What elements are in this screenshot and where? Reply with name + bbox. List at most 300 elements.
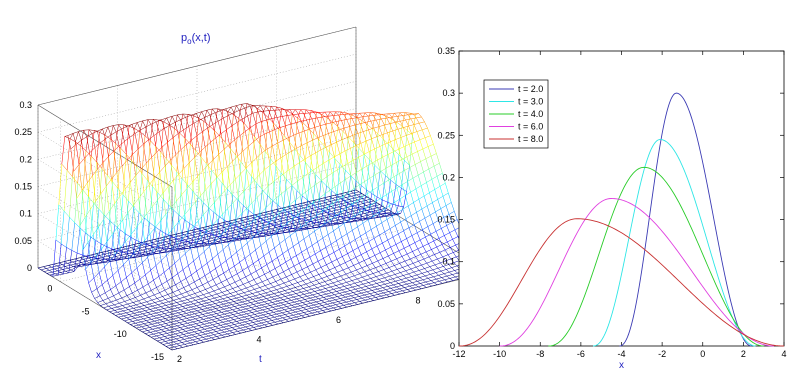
mesh-segment bbox=[412, 132, 417, 134]
mesh-segment bbox=[418, 249, 421, 254]
mesh-segment bbox=[238, 200, 243, 205]
mesh-segment bbox=[126, 313, 129, 315]
mesh-segment bbox=[431, 250, 434, 255]
mesh-segment bbox=[436, 273, 439, 276]
mesh-segment bbox=[362, 293, 365, 295]
mesh-segment bbox=[81, 146, 86, 151]
mesh-segment bbox=[279, 292, 282, 294]
mesh-segment bbox=[221, 306, 226, 307]
mesh-segment bbox=[323, 292, 326, 294]
mesh-segment bbox=[138, 287, 143, 290]
mesh-segment bbox=[353, 287, 356, 289]
mesh-segment bbox=[74, 171, 77, 198]
mesh-segment bbox=[151, 313, 156, 314]
mesh-segment bbox=[403, 128, 406, 136]
mesh-segment bbox=[187, 317, 192, 318]
mesh-segment bbox=[401, 222, 404, 231]
mesh-segment bbox=[245, 106, 250, 108]
mesh-segment bbox=[362, 217, 365, 219]
mesh-segment bbox=[130, 134, 135, 138]
mesh-segment bbox=[188, 328, 191, 330]
mesh-segment bbox=[233, 294, 238, 296]
mesh-segment bbox=[389, 202, 394, 205]
mesh-segment bbox=[188, 322, 193, 323]
mesh-segment bbox=[235, 307, 238, 309]
mesh-segment bbox=[111, 302, 114, 305]
mesh-segment bbox=[329, 255, 332, 262]
mesh-segment bbox=[292, 305, 295, 307]
mesh-segment bbox=[302, 252, 305, 260]
mesh-segment bbox=[189, 333, 192, 335]
mesh-segment bbox=[108, 126, 113, 128]
mesh-segment bbox=[211, 315, 214, 317]
mesh-segment bbox=[211, 178, 216, 184]
mesh-segment bbox=[375, 266, 380, 268]
mesh-segment bbox=[134, 307, 139, 308]
mesh-segment bbox=[147, 207, 152, 214]
mesh-segment bbox=[451, 202, 454, 211]
mesh-segment bbox=[283, 272, 286, 277]
mesh-segment bbox=[399, 170, 404, 173]
mesh-segment bbox=[186, 308, 189, 310]
mesh-segment bbox=[111, 286, 116, 290]
mesh-segment bbox=[277, 210, 280, 212]
mesh-segment bbox=[300, 301, 303, 303]
mesh-segment bbox=[156, 331, 159, 333]
surface-plot bbox=[14, 27, 505, 365]
mesh-segment bbox=[324, 190, 329, 194]
mesh-segment bbox=[206, 296, 211, 298]
mesh-segment bbox=[145, 120, 148, 136]
mesh-segment bbox=[47, 272, 52, 273]
mesh-segment bbox=[425, 122, 428, 128]
mesh-segment bbox=[312, 289, 315, 291]
mesh-segment bbox=[370, 175, 375, 178]
mesh-segment bbox=[116, 129, 121, 132]
mesh-segment bbox=[249, 177, 252, 211]
mesh-segment bbox=[434, 283, 437, 285]
mesh-segment bbox=[359, 261, 364, 264]
mesh-segment bbox=[270, 269, 275, 272]
mesh-segment bbox=[272, 258, 277, 262]
mesh-segment bbox=[269, 232, 272, 234]
mesh-segment bbox=[348, 163, 351, 176]
mesh-segment bbox=[211, 227, 216, 228]
mesh-segment bbox=[309, 311, 312, 313]
mesh-segment bbox=[223, 297, 228, 298]
mesh-segment bbox=[286, 259, 291, 262]
mesh-segment bbox=[182, 325, 185, 327]
mesh-segment bbox=[335, 276, 340, 278]
mesh-segment bbox=[422, 130, 425, 138]
mesh-segment bbox=[288, 135, 293, 137]
mesh-segment bbox=[156, 249, 159, 251]
mesh-segment bbox=[260, 226, 263, 228]
mesh-segment bbox=[199, 252, 204, 257]
mesh-segment bbox=[211, 285, 216, 287]
mesh-segment bbox=[149, 178, 154, 185]
mesh-segment bbox=[149, 136, 154, 140]
mesh-segment bbox=[327, 200, 330, 202]
mesh-segment bbox=[268, 289, 271, 292]
mesh-segment bbox=[450, 278, 453, 280]
mesh-segment bbox=[272, 301, 277, 302]
mesh-segment bbox=[123, 259, 128, 265]
mesh-segment bbox=[265, 274, 268, 279]
mesh-segment bbox=[195, 231, 200, 232]
mesh-segment bbox=[295, 225, 298, 227]
mesh-segment bbox=[185, 303, 188, 305]
mesh-segment bbox=[218, 250, 223, 255]
mesh-segment bbox=[214, 315, 219, 316]
mesh-segment bbox=[263, 186, 268, 192]
mesh-segment bbox=[158, 322, 163, 323]
mesh-segment bbox=[91, 263, 94, 278]
mesh-segment bbox=[288, 217, 291, 219]
mesh-segment bbox=[163, 345, 166, 347]
mesh-segment bbox=[179, 318, 182, 320]
mesh-segment bbox=[383, 293, 386, 295]
mesh-segment bbox=[404, 144, 409, 146]
mesh-segment bbox=[208, 336, 211, 338]
mesh-segment bbox=[201, 190, 206, 196]
mesh-segment bbox=[326, 265, 329, 270]
mesh-segment bbox=[259, 302, 264, 303]
mesh-segment bbox=[388, 144, 393, 150]
mesh-segment bbox=[256, 300, 261, 301]
mesh-segment bbox=[166, 304, 171, 305]
mesh-segment bbox=[230, 195, 233, 223]
mesh-segment bbox=[187, 185, 192, 191]
mesh-segment bbox=[224, 287, 227, 291]
mesh-segment bbox=[359, 210, 362, 212]
mesh-segment bbox=[276, 282, 279, 286]
mesh-segment bbox=[228, 316, 231, 318]
mesh-segment bbox=[383, 259, 386, 264]
mesh-segment bbox=[401, 219, 406, 222]
mesh-segment bbox=[212, 294, 217, 296]
mesh-segment bbox=[59, 205, 64, 211]
mesh-segment bbox=[330, 306, 333, 308]
mesh-segment bbox=[144, 304, 149, 305]
mesh-segment bbox=[49, 270, 52, 272]
mesh-segment bbox=[388, 154, 391, 165]
mesh-segment bbox=[230, 312, 235, 313]
mesh-segment bbox=[289, 166, 294, 170]
mesh-segment bbox=[333, 231, 336, 241]
mesh-segment bbox=[300, 306, 303, 308]
mesh-segment bbox=[149, 321, 154, 322]
mesh-segment bbox=[105, 127, 108, 135]
mesh-segment bbox=[319, 221, 324, 222]
mesh-segment bbox=[276, 309, 279, 311]
mesh-segment bbox=[390, 283, 393, 285]
mesh-segment bbox=[419, 123, 422, 130]
mesh-segment bbox=[389, 292, 392, 294]
mesh-segment bbox=[291, 318, 294, 320]
mesh-segment bbox=[50, 274, 55, 275]
mesh-segment bbox=[209, 298, 214, 300]
mesh-segment bbox=[361, 143, 364, 154]
mesh-segment bbox=[178, 290, 181, 294]
mesh-segment bbox=[264, 252, 269, 256]
mesh-segment bbox=[144, 218, 149, 223]
mesh-segment bbox=[269, 295, 272, 297]
mesh-segment bbox=[369, 130, 372, 139]
mesh-segment bbox=[160, 324, 165, 325]
mesh-segment bbox=[235, 282, 238, 286]
mesh-segment bbox=[224, 308, 229, 309]
mesh-segment bbox=[159, 333, 162, 335]
mesh-segment bbox=[271, 290, 276, 292]
mesh-segment bbox=[270, 282, 275, 284]
mesh-segment bbox=[190, 319, 195, 320]
mesh-segment bbox=[310, 153, 315, 156]
mesh-segment bbox=[181, 282, 184, 288]
mesh-segment bbox=[65, 266, 68, 268]
mesh-segment bbox=[193, 322, 196, 324]
mesh-segment bbox=[357, 279, 360, 282]
mesh-segment bbox=[277, 314, 280, 316]
mesh-segment bbox=[41, 269, 46, 270]
mesh-segment bbox=[154, 280, 157, 287]
mesh-segment bbox=[86, 261, 89, 263]
mesh-segment bbox=[71, 270, 74, 272]
mesh-segment bbox=[160, 166, 165, 172]
mesh-segment bbox=[222, 167, 227, 173]
mesh-segment bbox=[189, 282, 194, 285]
mesh-segment bbox=[172, 332, 175, 334]
mesh-segment bbox=[299, 263, 302, 269]
mesh-segment bbox=[271, 198, 276, 203]
mesh-segment bbox=[208, 231, 211, 233]
mesh-segment bbox=[268, 159, 271, 196]
mesh-segment bbox=[425, 218, 428, 226]
mesh-segment bbox=[419, 196, 424, 199]
mesh-segment bbox=[179, 168, 184, 174]
mesh-segment bbox=[287, 190, 290, 205]
mesh-segment bbox=[175, 285, 178, 290]
mesh-segment bbox=[294, 296, 299, 297]
mesh-segment bbox=[311, 303, 314, 305]
mesh-segment bbox=[74, 253, 77, 272]
mesh-segment bbox=[110, 261, 113, 276]
mesh-segment bbox=[392, 271, 395, 274]
mesh-segment bbox=[381, 119, 384, 125]
mesh-segment bbox=[293, 246, 296, 255]
mesh-segment bbox=[110, 126, 113, 139]
mesh-segment bbox=[216, 265, 221, 269]
mesh-segment bbox=[219, 315, 222, 317]
mesh-segment bbox=[238, 313, 241, 315]
mesh-segment bbox=[76, 140, 81, 144]
mesh-segment bbox=[113, 270, 118, 275]
mesh-segment bbox=[313, 264, 316, 270]
mesh-segment bbox=[130, 176, 135, 183]
mesh-segment bbox=[396, 244, 399, 250]
mesh-segment bbox=[135, 134, 138, 150]
mesh-segment bbox=[224, 327, 227, 329]
mesh-segment bbox=[214, 234, 219, 235]
mesh-segment bbox=[260, 286, 265, 288]
mesh-segment bbox=[346, 302, 349, 304]
mesh-segment bbox=[158, 305, 161, 307]
mesh-segment bbox=[252, 284, 257, 286]
mesh-segment bbox=[294, 302, 297, 304]
mesh-segment bbox=[158, 303, 163, 304]
mesh-segment bbox=[292, 110, 295, 114]
mesh-segment bbox=[317, 286, 322, 288]
mesh-segment bbox=[220, 301, 225, 302]
mesh-segment bbox=[324, 270, 329, 272]
mesh-segment bbox=[198, 314, 203, 315]
mesh-segment bbox=[192, 136, 197, 140]
mesh-segment bbox=[372, 249, 375, 256]
mesh-segment bbox=[137, 314, 142, 315]
mesh-segment bbox=[172, 274, 177, 278]
mesh-segment bbox=[240, 277, 245, 280]
mesh-segment bbox=[151, 331, 156, 332]
mesh-segment bbox=[152, 319, 155, 321]
mesh-segment bbox=[245, 303, 250, 304]
mesh-segment bbox=[249, 180, 254, 186]
mesh-segment bbox=[286, 228, 291, 229]
mesh-segment bbox=[207, 259, 212, 263]
mesh-segment bbox=[198, 316, 201, 318]
mesh-segment bbox=[111, 300, 116, 302]
mesh-segment bbox=[370, 258, 373, 263]
mesh-segment bbox=[405, 170, 408, 181]
mesh-segment bbox=[160, 325, 163, 327]
mesh-segment bbox=[245, 254, 250, 258]
mesh-segment bbox=[162, 315, 167, 316]
mesh-segment bbox=[208, 307, 213, 308]
mesh-segment bbox=[187, 298, 192, 300]
mesh-segment bbox=[179, 299, 182, 301]
mesh-segment bbox=[228, 234, 231, 236]
mesh-segment bbox=[345, 246, 348, 254]
mesh-segment bbox=[257, 282, 262, 284]
mesh-segment bbox=[185, 320, 190, 321]
mesh-segment bbox=[336, 284, 341, 286]
mesh-segment bbox=[152, 300, 155, 303]
mesh-segment bbox=[430, 274, 433, 277]
mesh-segment bbox=[235, 330, 238, 332]
mesh-segment bbox=[210, 328, 213, 330]
mesh-segment bbox=[166, 305, 169, 307]
mesh-segment bbox=[256, 324, 259, 326]
mesh-segment bbox=[272, 261, 275, 268]
mesh-segment bbox=[365, 272, 368, 275]
mesh-segment bbox=[352, 281, 355, 284]
mesh-segment bbox=[102, 256, 107, 257]
mesh-segment bbox=[425, 215, 430, 218]
mesh-segment bbox=[294, 266, 297, 272]
mesh-segment bbox=[186, 278, 189, 285]
mesh-segment bbox=[261, 293, 266, 295]
mesh-segment bbox=[273, 221, 276, 223]
mesh-segment bbox=[172, 326, 177, 327]
mesh-segment bbox=[271, 228, 276, 229]
mesh-segment bbox=[203, 314, 206, 316]
mesh-segment bbox=[233, 333, 236, 335]
mesh-segment bbox=[332, 272, 337, 274]
mesh-segment bbox=[199, 308, 202, 310]
mesh-segment bbox=[115, 315, 118, 317]
mesh-segment bbox=[219, 243, 224, 244]
mesh-segment bbox=[452, 268, 455, 271]
mesh-segment bbox=[216, 307, 221, 308]
mesh-segment bbox=[227, 289, 232, 291]
mesh-segment bbox=[81, 140, 84, 158]
mesh-segment bbox=[376, 297, 379, 299]
mesh-segment bbox=[290, 308, 293, 310]
mesh-segment bbox=[233, 155, 236, 195]
mesh-segment bbox=[389, 114, 392, 118]
mesh-segment bbox=[326, 262, 331, 265]
mesh-segment bbox=[338, 272, 341, 276]
mesh-segment bbox=[195, 294, 198, 297]
mesh-segment bbox=[285, 214, 290, 215]
mesh-segment bbox=[114, 305, 117, 307]
mesh-segment bbox=[200, 313, 203, 315]
mesh-segment bbox=[229, 326, 232, 328]
mesh-segment bbox=[124, 316, 127, 318]
mesh-segment bbox=[370, 299, 373, 301]
mesh-segment bbox=[233, 287, 238, 289]
mesh-segment bbox=[143, 140, 148, 145]
mesh-segment bbox=[348, 268, 351, 272]
mesh-segment bbox=[141, 163, 146, 169]
mesh-segment bbox=[185, 215, 188, 233]
mesh-segment bbox=[183, 114, 186, 117]
mesh-segment bbox=[196, 324, 199, 326]
mesh-segment bbox=[336, 204, 341, 205]
mesh-segment bbox=[257, 230, 260, 232]
mesh-segment bbox=[358, 248, 361, 255]
mesh-segment bbox=[165, 128, 168, 142]
mesh-segment bbox=[378, 259, 383, 261]
mesh-segment bbox=[284, 170, 289, 174]
mesh-segment bbox=[188, 261, 193, 265]
mesh-segment bbox=[327, 274, 332, 276]
mesh-segment bbox=[350, 291, 353, 293]
mesh-segment bbox=[403, 115, 408, 116]
mesh-segment bbox=[235, 312, 238, 314]
mesh-segment bbox=[137, 121, 142, 123]
mesh-segment bbox=[380, 139, 383, 171]
mesh-segment bbox=[200, 311, 205, 312]
mesh-segment bbox=[401, 239, 406, 242]
mesh-segment bbox=[347, 282, 350, 285]
mesh-segment bbox=[402, 256, 405, 261]
mesh-segment bbox=[142, 332, 145, 334]
mesh-segment bbox=[177, 115, 180, 120]
mesh-segment bbox=[438, 199, 441, 208]
mesh-segment bbox=[338, 281, 341, 284]
mesh-segment bbox=[167, 116, 172, 118]
mesh-segment bbox=[301, 291, 306, 293]
mesh-segment bbox=[227, 329, 230, 331]
mesh-segment bbox=[94, 278, 97, 289]
mesh-segment bbox=[185, 321, 188, 323]
mesh-segment bbox=[133, 303, 136, 305]
mesh-segment bbox=[412, 283, 415, 285]
mesh-segment bbox=[140, 252, 145, 253]
mesh-segment bbox=[389, 113, 394, 114]
mesh-segment bbox=[245, 131, 248, 146]
mesh-segment bbox=[285, 289, 290, 291]
